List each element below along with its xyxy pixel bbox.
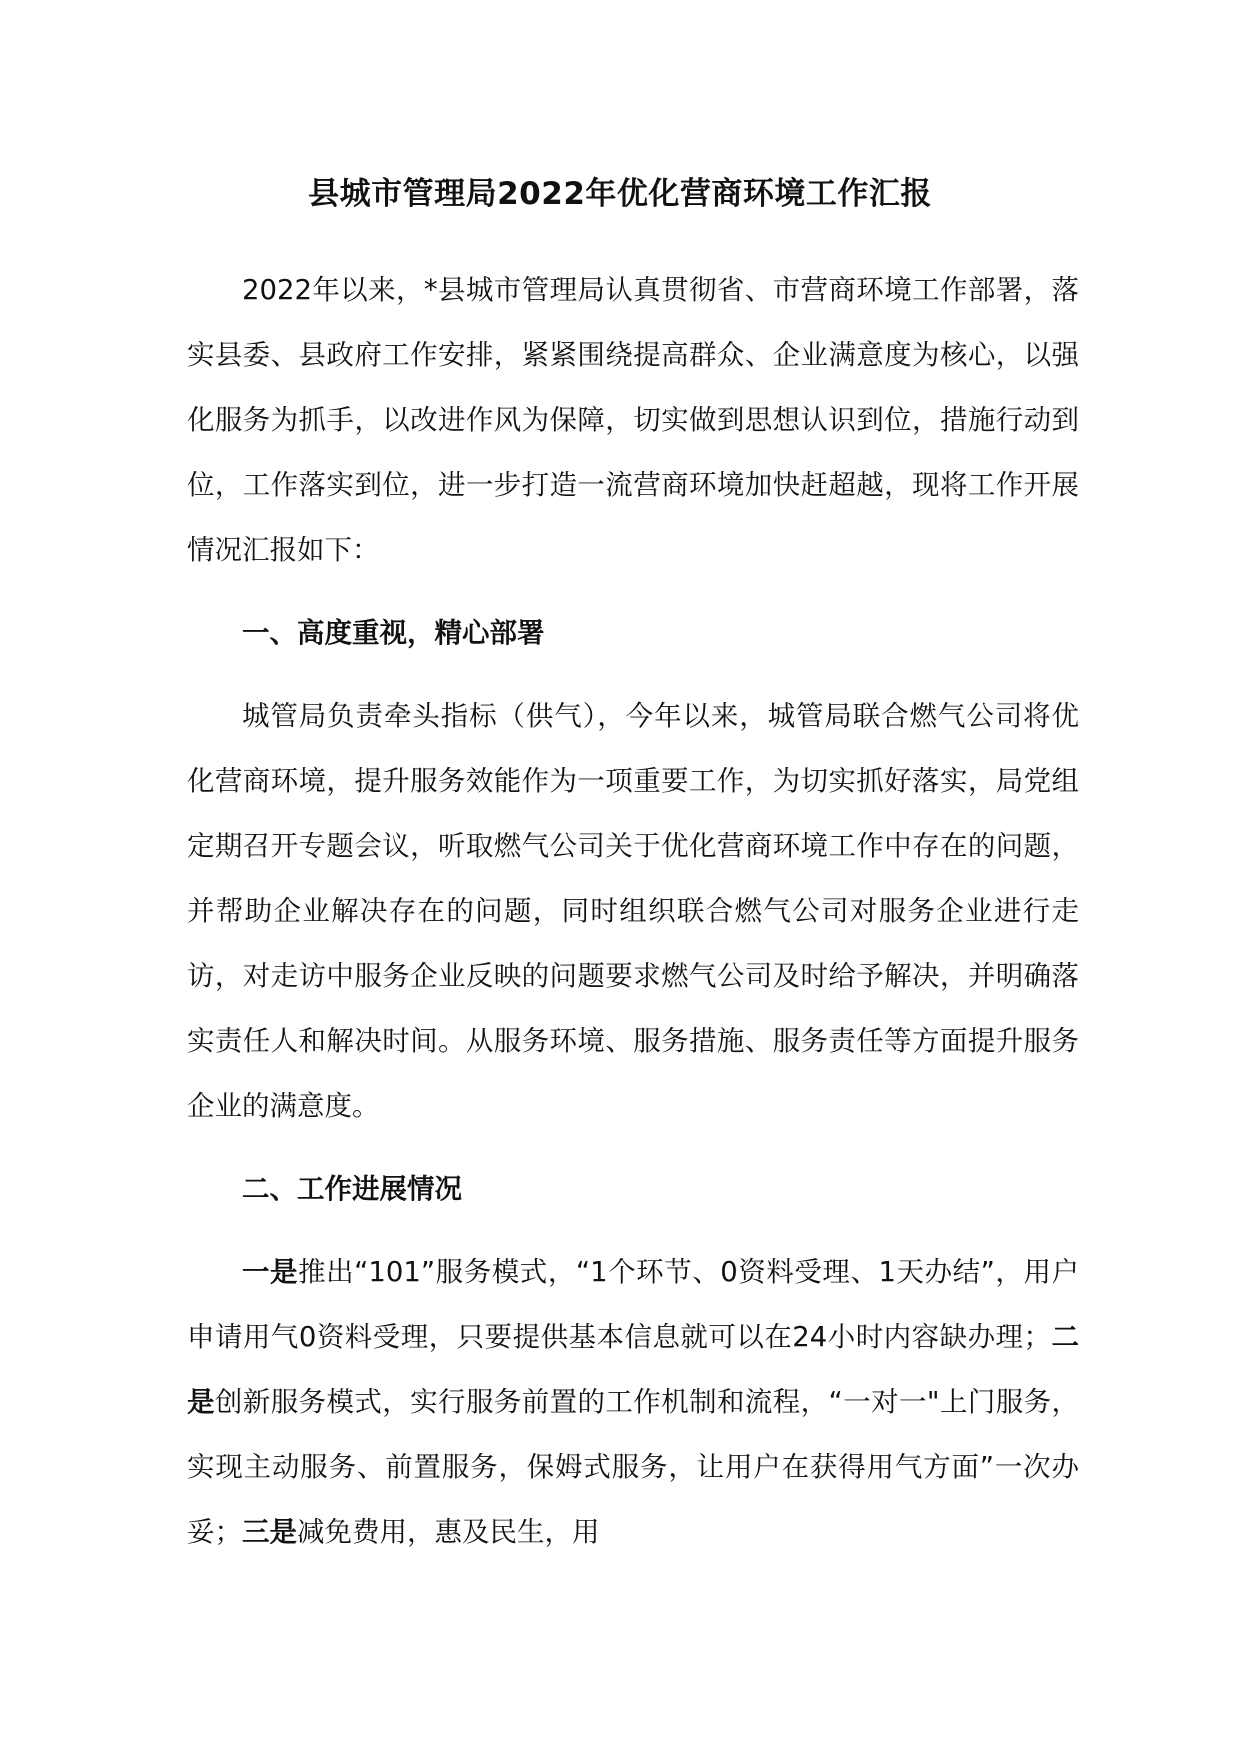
intro-paragraph: 2022年以来，*县城市管理局认真贯彻省、市营商环境工作部署，落实县委、县政府工作安排，紧紧围绕提高群众、企业满意度为核心，以强化服务为抓手，以改进作风为保障，切实做到思想认识到位，措施行动到位，工作落实到位，进一步打造一流营商环境加快赶超越，现将工作开展情况汇报如下： bbox=[187, 274, 1079, 566]
section1-paragraph: 城管局负责牵头指标（供气），今年以来，城管局联合燃气公司将优化营商环境，提升服务效能作为一项重要工作，为切实抓好落实，局党组定期召开专题会议，听取燃气公司关于优化营商环境工作中存在的问题，并帮助企业解决存在的问题，同时组织联合燃气公司对服务企业进行走访，对走访中服务企业反映的问题要求燃气公司及时给予解决，并明确落实责任人和解决时间。从服务环境、服务措施、服务责任等方面提升服务企业的满意度。 bbox=[187, 700, 1079, 1122]
item-label-1: 一是 bbox=[242, 1256, 299, 1288]
item-label-3: 三是 bbox=[242, 1516, 297, 1548]
item-text-2: 创新服务模式，实行服务前置的工作机制和流程，“一对一"上门服务，实现主动服务、前置服务，保姆式服务，让用户在获得用气方面”一次办妥； bbox=[187, 1386, 1079, 1548]
document-title: 县城市管理局2022年优化营商环境工作汇报 bbox=[308, 176, 932, 212]
section-heading-2: 二、工作进展情况 bbox=[242, 1173, 462, 1205]
document-body bbox=[187, 258, 1079, 1565]
item-text-3: 减免费用，惠及民生，用 bbox=[297, 1516, 600, 1548]
item-label-2: 二是 bbox=[187, 1321, 1079, 1418]
section-heading-1: 一、高度重视，精心部署 bbox=[242, 617, 545, 649]
item-text-1: 推出“101”服务模式，“1个环节、0资料受理、1天办结”，用户申请用气0资料受理，只要提供基本信息就可以在24小时内容缺办理； bbox=[187, 1256, 1079, 1353]
section2-paragraph bbox=[187, 1240, 1079, 1565]
